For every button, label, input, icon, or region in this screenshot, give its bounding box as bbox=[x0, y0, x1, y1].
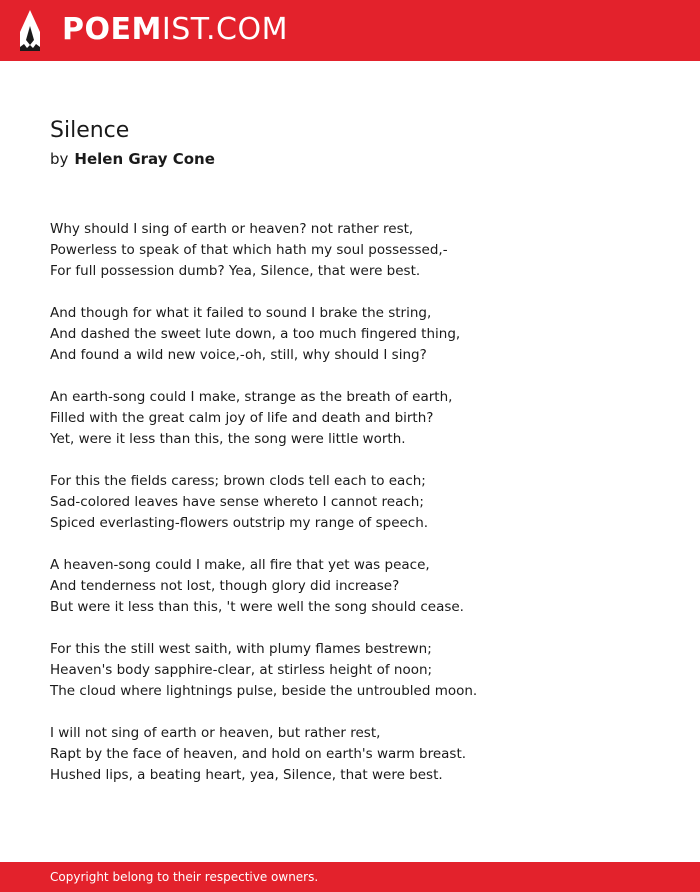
poem-line: I will not sing of earth or heaven, but rather rest, bbox=[50, 725, 381, 741]
copyright-text: Copyright belong to their respective owners. bbox=[50, 870, 319, 884]
poem-stanza bbox=[50, 471, 670, 534]
poem-body bbox=[50, 219, 670, 807]
author-name: Helen Gray Cone bbox=[74, 150, 215, 168]
poem-line: And found a wild new voice,-oh, still, why should I sing? bbox=[50, 347, 427, 363]
poem-line: Hushed lips, a beating heart, yea, Silence, that were best. bbox=[50, 767, 443, 783]
poem-line: And though for what it failed to sound I brake the string, bbox=[50, 305, 432, 321]
poem-line: Heaven's body sapphire-clear, at stirless height of noon; bbox=[50, 662, 433, 678]
poem-line: And tenderness not lost, though glory did increase? bbox=[50, 578, 400, 594]
logo-light-text: IST.COM bbox=[161, 12, 288, 47]
poem-line: For full possession dumb? Yea, Silence, that were best. bbox=[50, 263, 421, 279]
site-logo[interactable] bbox=[62, 12, 288, 48]
site-header bbox=[0, 0, 700, 61]
poem-line: For this the fields caress; brown clods tell each to each; bbox=[50, 473, 426, 489]
by-label: by bbox=[50, 150, 69, 168]
poem-line: Powerless to speak of that which hath my soul possessed,- bbox=[50, 242, 448, 258]
poem-line: Sad-colored leaves have sense whereto I cannot reach; bbox=[50, 494, 424, 510]
poem-line: A heaven-song could I make, all fire that yet was peace, bbox=[50, 557, 430, 573]
poem-line: For this the still west saith, with plumy flames bestrewn; bbox=[50, 641, 432, 657]
poem-line: And dashed the sweet lute down, a too much fingered thing, bbox=[50, 326, 461, 342]
poem-stanza bbox=[50, 555, 670, 618]
poem-line: Spiced everlasting-flowers outstrip my range of speech. bbox=[50, 515, 429, 531]
poem-line: Why should I sing of earth or heaven? not rather rest, bbox=[50, 221, 414, 237]
poem-line: An earth-song could I make, strange as the breath of earth, bbox=[50, 389, 453, 405]
poem-line: Rapt by the face of heaven, and hold on earth's warm breast. bbox=[50, 746, 467, 762]
poem-stanza bbox=[50, 387, 670, 450]
poem-stanza bbox=[50, 219, 670, 282]
poem-line: Filled with the great calm joy of life and death and birth? bbox=[50, 410, 434, 426]
pen-nib-icon[interactable] bbox=[18, 10, 42, 51]
poem-line: But were it less than this, 't were well the song should cease. bbox=[50, 599, 464, 615]
byline bbox=[50, 149, 215, 169]
site-footer bbox=[0, 862, 700, 892]
logo-bold-text: POEM bbox=[62, 12, 162, 47]
poem-stanza bbox=[50, 723, 670, 786]
poem-title: Silence bbox=[50, 118, 130, 143]
poem-stanza bbox=[50, 303, 670, 366]
poem-stanza bbox=[50, 639, 670, 702]
poem-line: Yet, were it less than this, the song were little worth. bbox=[50, 431, 406, 447]
poem-line: The cloud where lightnings pulse, beside the untroubled moon. bbox=[50, 683, 478, 699]
